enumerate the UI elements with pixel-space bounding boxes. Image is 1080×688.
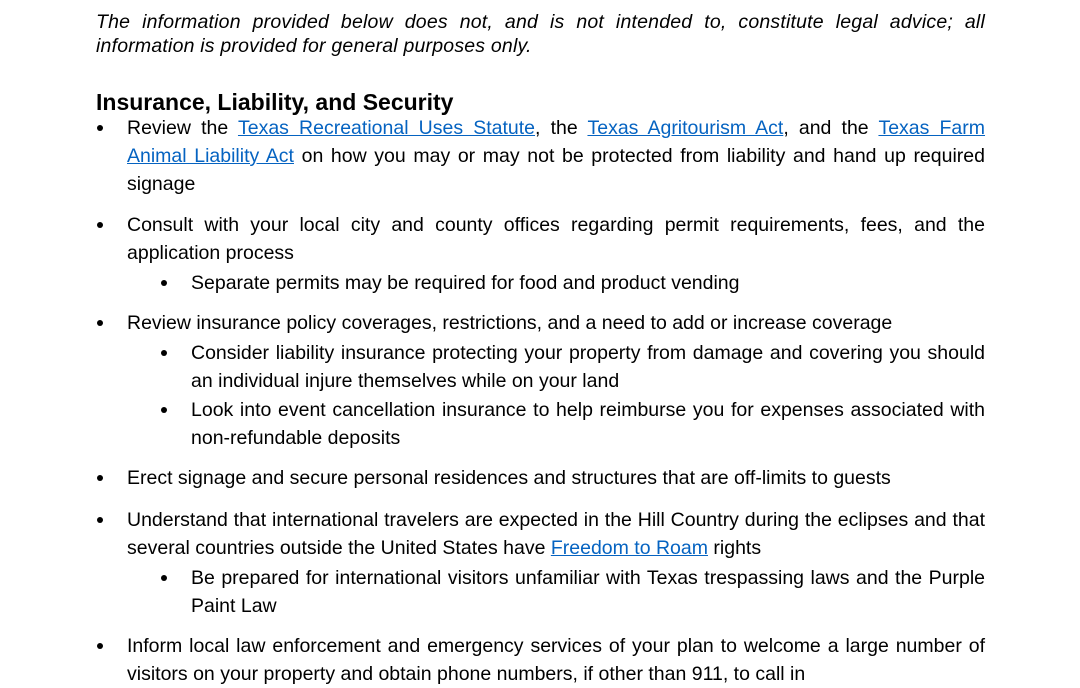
bullet-icon xyxy=(97,643,103,649)
sub-list-item-trespassing-laws: Be prepared for international visitors unfamiliar with Texas trespassing laws and the Purple Paint Law xyxy=(191,564,985,620)
list-item-review-insurance: Review insurance policy coverages, restrictions, and a need to add or increase coverage xyxy=(127,309,985,337)
sub-list-item-permits: Separate permits may be required for food and product vending xyxy=(191,269,985,297)
bullet-icon xyxy=(97,475,103,481)
bullet-icon xyxy=(161,575,167,581)
sub-list-item-cancellation-insurance: Look into event cancellation insurance to help reimburse you for expenses associated with non-refundable deposits xyxy=(191,396,985,452)
bullet-icon xyxy=(97,125,103,131)
sub-list-item-liability-insurance: Consider liability insurance protecting your property from damage and covering you should an individual injure themselves while on your land xyxy=(191,339,985,395)
bullet-icon xyxy=(161,350,167,356)
list-item-erect-signage: Erect signage and secure personal residences and structures that are off-limits to guests xyxy=(127,464,985,492)
bullet-icon xyxy=(161,280,167,286)
link-texas-farm-animal-liability-act[interactable]: Texas Farm Animal Liability Act xyxy=(127,117,986,167)
legal-disclaimer: The information provided below does not, and is not intended to, constitute legal advice; all information is provided for general purposes only. xyxy=(96,11,985,57)
list-item-inform-law-enforcement: Inform local law enforcement and emergency services of your plan to welcome a large number of visitors on your property and obtain phone numbers, if other than 911, to call in xyxy=(127,632,985,688)
list-item-review-statutes: Review the Texas Recreational Uses Statute, the Texas Agritourism Act, and the Texas Farm Animal Liability Act on how you may or may not be protected from liability and hand up required signage xyxy=(127,114,985,198)
bullet-icon xyxy=(97,320,103,326)
link-texas-recreational-uses-statute[interactable]: Texas Recreational Uses Statute xyxy=(237,117,536,139)
link-freedom-to-roam[interactable]: Freedom to Roam xyxy=(550,537,708,559)
list-item-consult-offices: Consult with your local city and county offices regarding permit requirements, fees, and the application process xyxy=(127,211,985,267)
list-item-international-travelers: Understand that international travelers are expected in the Hill Country during the eclipses and that several countries outside the United States have Freedom to Roam rights xyxy=(127,506,985,562)
section-heading: Insurance, Liability, and Security xyxy=(96,89,454,115)
bullet-icon xyxy=(97,517,103,523)
bullet-icon xyxy=(161,407,167,413)
bullet-icon xyxy=(97,222,103,228)
link-texas-agritourism-act[interactable]: Texas Agritourism Act xyxy=(587,117,784,139)
